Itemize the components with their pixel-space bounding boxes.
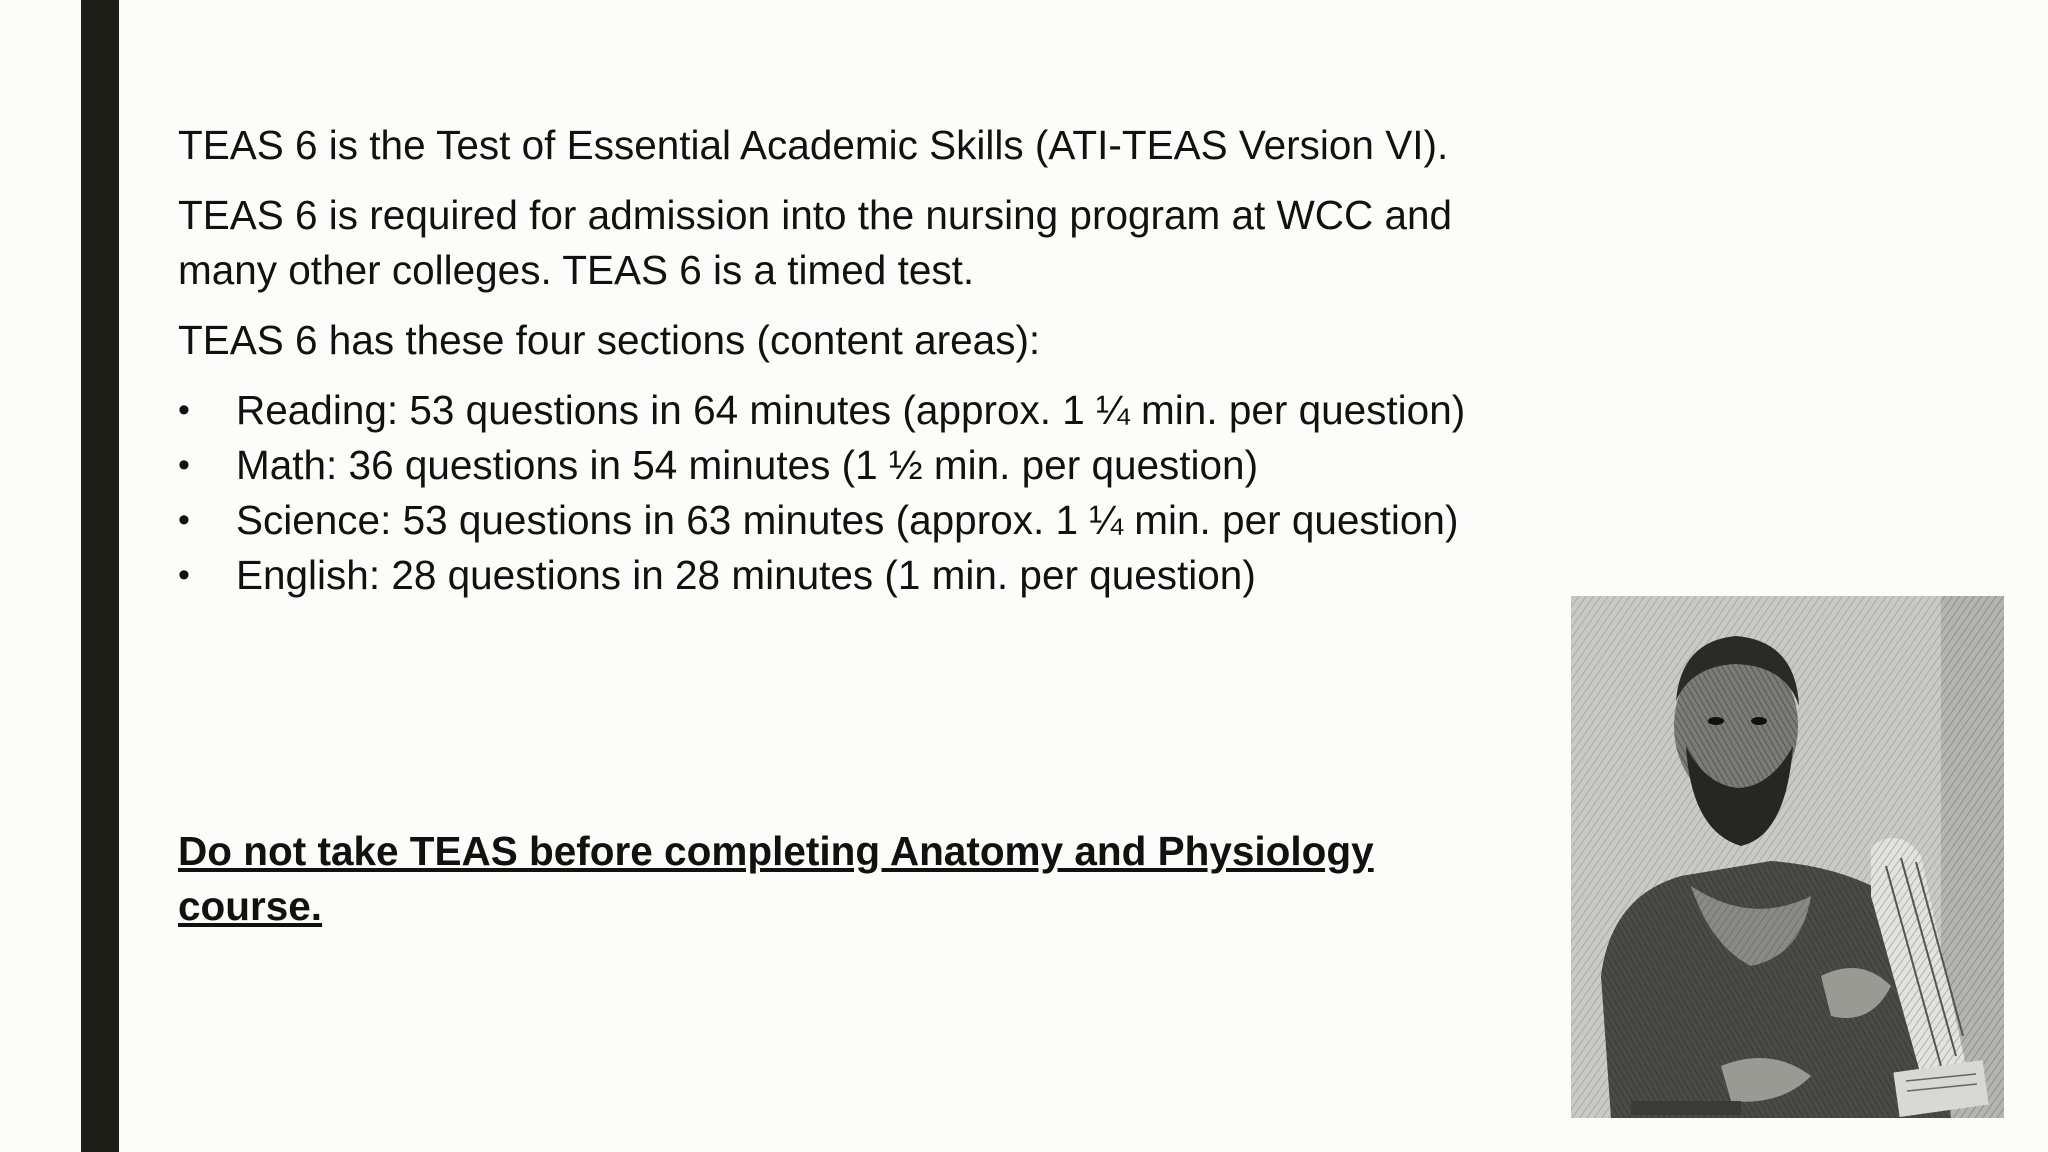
slide-body — [178, 118, 1548, 603]
sections-heading: TEAS 6 has these four sections (content areas): — [178, 317, 1041, 363]
anatomist-portrait-image — [1571, 596, 2004, 1118]
list-item-science: • Science: 53 questions in 63 minutes (approx. 1 ¼ min. per question) — [178, 493, 1548, 548]
list-item-math: • Math: 36 questions in 54 minutes (1 ½ min. per question) — [178, 438, 1548, 493]
intro-text: TEAS 6 is the Test of Essential Academic Skills (ATI-TEAS Version VI). — [178, 122, 1449, 168]
list-item-reading: • Reading: 53 questions in 64 minutes (approx. 1 ¼ min. per question) — [178, 383, 1548, 438]
accent-bar — [81, 0, 119, 1152]
portrait-engraving-icon — [1571, 596, 2004, 1118]
list-item-english: • English: 28 questions in 28 minutes (1 min. per question) — [178, 548, 1548, 603]
requirement-text: TEAS 6 is required for admission into the nursing program at WCC and many other colleges. TEAS 6 is a timed test. — [178, 192, 1453, 293]
sections-list — [178, 383, 1548, 603]
warning-text: Do not take TEAS before completing Anatomy and Physiology course. — [178, 828, 1374, 929]
